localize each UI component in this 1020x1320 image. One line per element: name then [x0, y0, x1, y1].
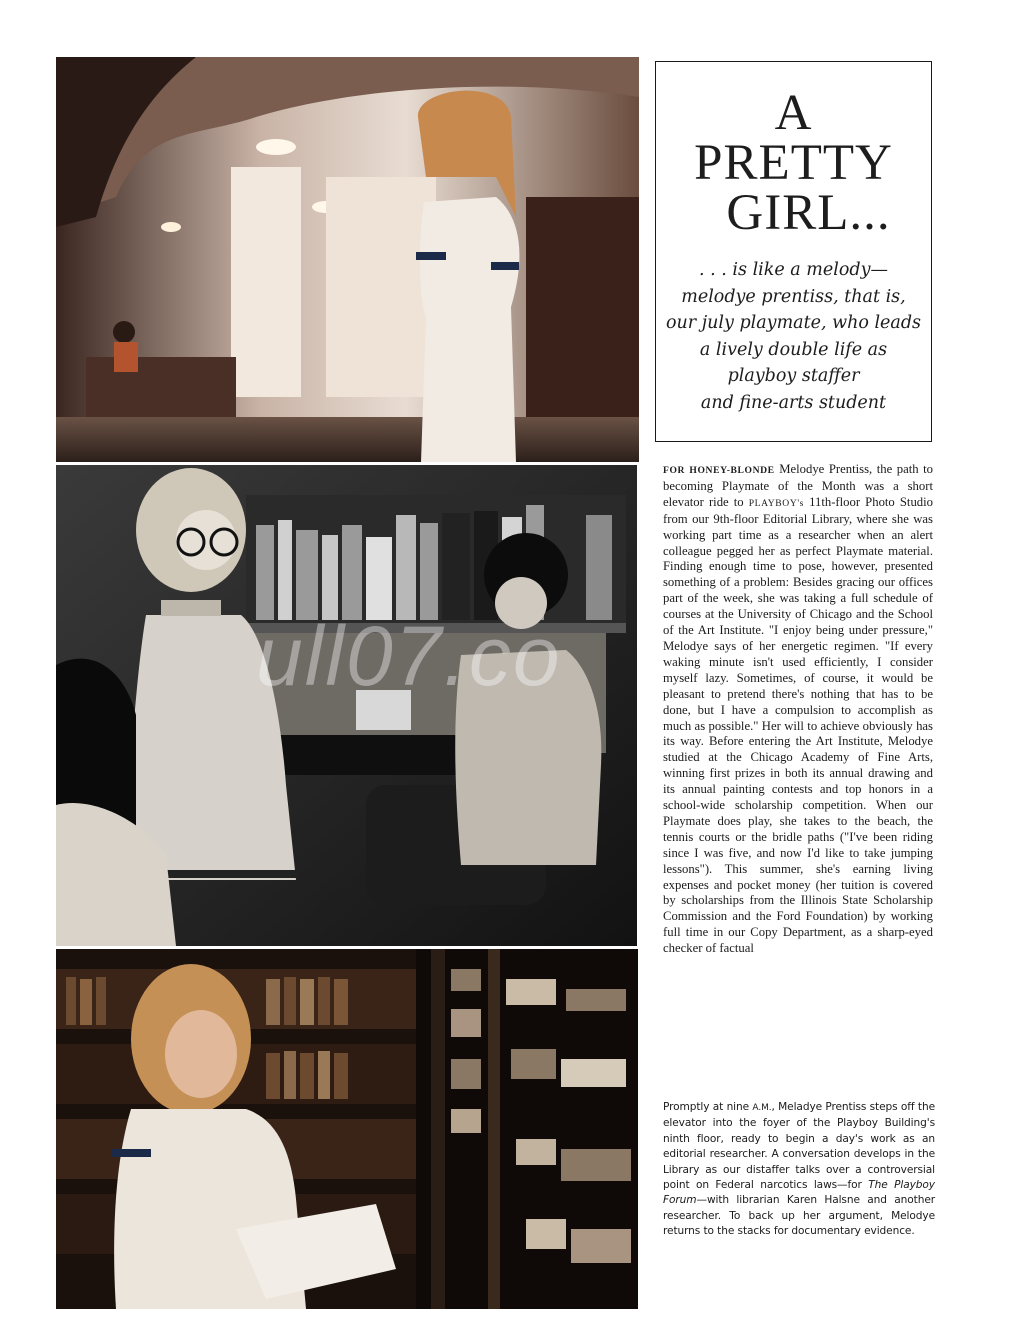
subtitle-line: melodye prentiss, that is,	[681, 286, 906, 307]
caption-text: Promptly at nine	[663, 1101, 750, 1113]
article-text: 11th-floor Photo Studio from our 9th-floor Editorial Library, where she was working part time as a researcher when an alert colleague pegged her as perfect Playmate material. Finding enough time to pose, however, presented something of a problem: Besides gracing our offices part of the week, she was taking a full schedule of courses at the University of Chicago and the School of the Art Institute. "I enjoy being under pressure," Melodye says of her energetic regimen. "If every waking minute isn't used efficiently, I consider myself lazy. Sometimes, of course, it would be pleasant to pretend there's nothing that has to be done, but I have a compulsion to accomplish as much as possible." Her will to achieve obviously has its way. Before entering the Art Institute, Melodye studied at the Chicago Academy of Fine Arts, winning first prizes in both its annual drawing and its annual painting contests and top honors in a school-wide scholarship competition. When our Playmate does play, she takes to the beach, the tennis courts or the bridle paths ("I've been riding since I was five, and now I'd like to take jumping lessons"). This summer, she's earning living expenses and pocket money (her tuition is covered by scholarships from the Illinois State Scholarship Commission and the Ford Foundation) by working full time in our Copy Department, as a sharp-eyed checker of factual	[663, 494, 934, 956]
article-text: Melodye Prentiss, the path to becoming Playmate of the Month was a short elevator ride to	[663, 462, 934, 509]
library-photo	[56, 465, 637, 946]
subtitle	[662, 257, 925, 416]
headline-line: A	[774, 85, 813, 141]
subtitle-line: a lively double life as	[699, 339, 888, 360]
headline	[656, 85, 931, 241]
title-box	[655, 61, 932, 442]
photo-caption	[663, 1100, 935, 1240]
subtitle-line: playboy staffer	[727, 366, 860, 386]
playboy-name: PLAYBOY's	[748, 497, 805, 509]
watermark: ull07.co	[256, 609, 562, 703]
stacks-photo	[56, 949, 638, 1309]
article-body	[663, 462, 933, 957]
headline-line: GIRL...	[726, 185, 891, 241]
headline-line: PRETTY	[694, 135, 893, 191]
caption-forum-title: The Playboy Forum	[663, 1179, 935, 1207]
caption-text: , Meladye Prentiss steps off the elevator into the foyer of the Playboy Building's ninth floor, ready to begin a day's work as an editorial researcher. A conversation develops in the Library as our distaffer talks over a controversial point on Federal narcotics laws—for	[663, 1101, 935, 1192]
hallway-photo	[56, 57, 639, 462]
subtitle-line: . . . is like a melody—	[699, 260, 888, 280]
subtitle-line: and fine-arts student	[700, 392, 887, 413]
caption-time: A.M.	[752, 1103, 772, 1113]
lead-in: FOR HONEY-BLONDE	[663, 465, 775, 476]
subtitle-line: our july playmate, who leads	[665, 313, 922, 333]
caption-text: —with librarian Karen Halsne and another researcher. To back up her argument, Melodye returns to the stacks for documentary evidence.	[663, 1194, 935, 1238]
